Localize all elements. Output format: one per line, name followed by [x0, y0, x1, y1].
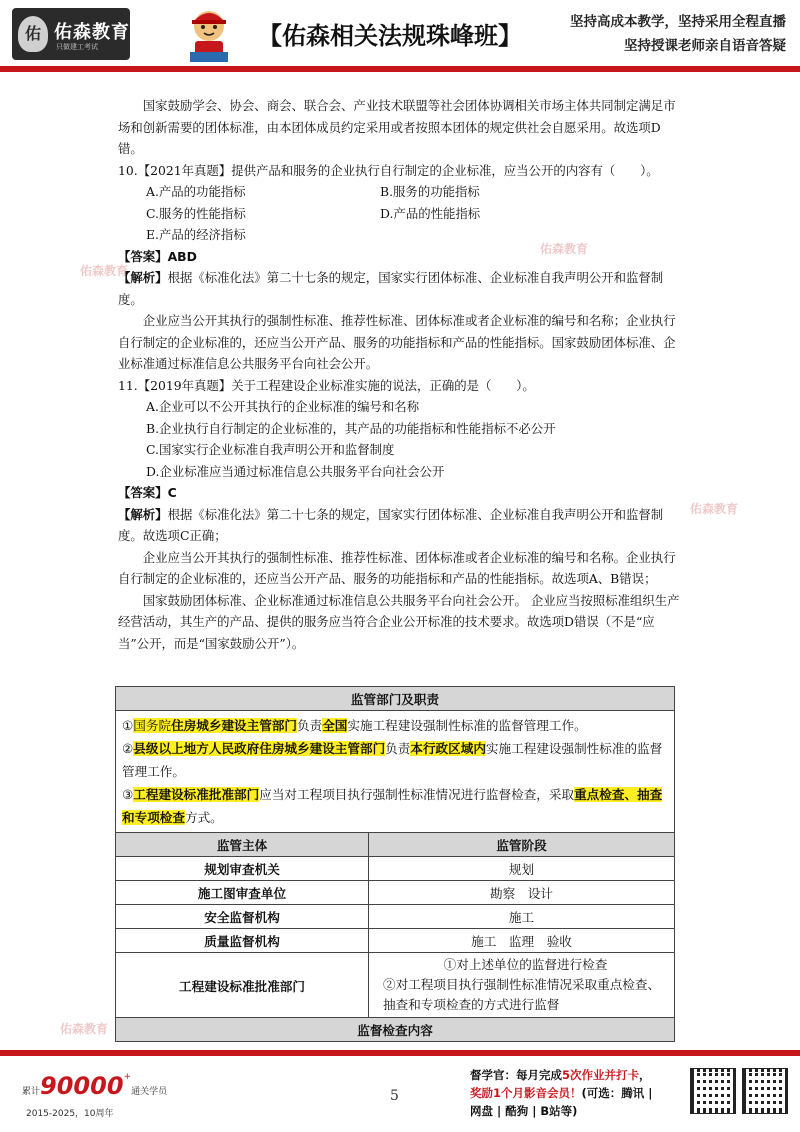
answer-label: 【答案】: [118, 248, 168, 264]
answer-line: [118, 246, 682, 268]
answer-line: [118, 482, 682, 504]
supervision-table: [115, 686, 675, 1042]
promo-text-part: (可选：腾讯 |: [581, 1086, 653, 1100]
promo-text-part: ，: [639, 1068, 651, 1082]
student-count: [22, 1072, 167, 1100]
table-row: [116, 881, 675, 905]
answer-label: 【答案】: [118, 485, 168, 500]
slogan-line-1: 坚持高成本教学，坚持采用全程直播: [570, 14, 786, 30]
logo-slogan: 只做建工考试: [56, 43, 98, 51]
slogan-line-2: 坚持授课老师亲自语音答疑: [624, 38, 786, 54]
highlight: 国务院: [133, 718, 172, 733]
header-slogan: [570, 10, 786, 58]
option-c: C.国家实行企业标准自我声明公开和监督制度: [146, 442, 395, 457]
analysis-text: 根据《标准化法》第二十七条的规定，国家实行团体标准、企业标准自我声明公开和监督制度。: [118, 270, 664, 307]
option-a: A.产品的功能指标: [146, 184, 246, 199]
logo-name: 佑森教育: [54, 22, 130, 43]
duty-list: [116, 711, 675, 833]
question-10-options-row: [118, 203, 682, 225]
qr-code-icon: [690, 1068, 736, 1114]
subject-cell: 安全监督机构: [116, 905, 369, 929]
analysis-label: 【解析】: [118, 506, 168, 522]
highlight: 重点检查、抽查和专项检查: [122, 787, 663, 825]
stage-cell: 施工 监理 验收: [369, 929, 675, 953]
stage-cell: 规划: [369, 857, 675, 881]
duty-text: 负责: [297, 718, 323, 733]
footer-divider: [0, 1050, 800, 1056]
duty-text: 实施工程建设强制性标准的监督管理工作。: [347, 718, 587, 733]
stage-line: ①对上述单位的监督进行检查: [443, 957, 608, 972]
paragraph: 企业应当公开其执行的强制性标准、推荐性标准、团体标准或者企业标准的编号和名称。企业执行自行制定的企业标准的，还应当公开产品、服务的功能指标和产品的性能指标。故选项A、B错误；: [118, 549, 676, 586]
years-text: 2015-2025，10周年: [26, 1109, 114, 1119]
paragraph: 企业应当公开其执行的强制性标准、推荐性标准、团体标准或者企业标准的编号和名称；企业执行自行制定的企业标准的，还应当公开产品、服务的功能指标和产品的性能指标。国家鼓励团体标准、企业标准通过标准信息公共服务平台向社会公开。: [118, 313, 676, 371]
logo: [12, 8, 130, 60]
table-section-title: 监管部门及职责: [116, 687, 675, 711]
promo-text-part: 督学官：: [470, 1068, 516, 1082]
table-section-title: 监督检查内容: [116, 1018, 675, 1042]
stage-cell: [369, 953, 675, 1018]
option-c: C.服务的性能指标: [146, 205, 246, 221]
duty-item-2: [122, 737, 668, 783]
table-row: [116, 905, 675, 929]
option-e: E.产品的经济指标: [146, 227, 246, 242]
duty-item-3: [122, 783, 668, 829]
answer-value: C: [167, 485, 177, 500]
page-footer: [0, 1058, 800, 1132]
promo-text-part: 5次作业并打卡: [562, 1068, 640, 1082]
page-header: [0, 0, 800, 68]
header-divider: [0, 66, 800, 72]
table-row: [116, 929, 675, 953]
watermark: 佑森教育: [690, 502, 739, 516]
duty-number: ②: [122, 741, 134, 756]
logo-mark: 佑: [18, 16, 48, 52]
stage-cell: 勘察 设计: [369, 881, 675, 905]
promo-text-part: 每月完成: [516, 1068, 562, 1082]
promo-line-1: [470, 1066, 682, 1084]
duty-number: ①: [122, 718, 134, 733]
highlight: 本行政区域内: [410, 741, 486, 756]
question-11-stem: 11.【2019年真题】关于工程建设企业标准实施的说法，正确的是（ ）。: [118, 377, 535, 393]
question-10-options-row: [118, 181, 682, 203]
paragraph: 国家鼓励学会、协会、商会、联合会、产业技术联盟等社会团体协调相关市场主体共同制定满足市场和创新需要的团体标准，由本团体成员约定采用或者按照本团体的规定供社会自愿采用。故选项D错。: [118, 98, 676, 156]
subject-cell: 施工图审查单位: [116, 881, 369, 905]
subject-cell: 质量监督机构: [116, 929, 369, 953]
count-suffix: 通关学员: [131, 1087, 168, 1097]
analysis-label: 【解析】: [118, 270, 168, 285]
page-number: 5: [390, 1088, 399, 1104]
promo-line-3: 网盘 | 酷狗 | B站等): [470, 1104, 578, 1118]
document-body: [118, 95, 682, 654]
highlight: 住房城乡建设主管部门: [171, 718, 298, 733]
highlight: 工程建设标准批准部门: [133, 787, 260, 802]
stage-line: ②对工程项目执行强制性标准情况采取重点检查、抽查和专项检查的方式进行监督: [383, 977, 661, 1012]
highlight: 县级以上地方人民政府住房城乡建设主管部门: [133, 741, 386, 756]
stage-cell: 施工: [369, 905, 675, 929]
option-b: B.企业执行自行制定的企业标准的，其产品的功能指标和性能指标不必公开: [146, 420, 556, 436]
promo-line-2: [470, 1084, 682, 1102]
duty-number: ③: [122, 787, 134, 802]
option-a: A.企业可以不公开其执行的企业标准的编号和名称: [146, 399, 420, 414]
count-number: 90000: [40, 1072, 124, 1100]
duty-text: 方式。: [184, 810, 223, 825]
duty-text: 应当对工程项目执行强制性标准情况进行监督检查，采取: [259, 787, 575, 802]
duty-text: 实施工程建设强制性标准的监督管理工作。: [122, 741, 663, 779]
analysis-text: 根据《标准化法》第二十七条的规定，国家实行团体标准、企业标准自我声明公开和监督制度。故选项C正确；: [118, 506, 664, 543]
option-d: D.企业标准应当通过标准信息公共服务平台向社会公开: [146, 463, 445, 479]
watermark: 佑森教育: [80, 264, 129, 278]
paragraph: 国家鼓励团体标准、企业标准通过标准信息公共服务平台向社会公开。 企业应当按照标准组织生产经营活动，其生产的产品、提供的服务应当符合企业公开标准的技术要求。故选项D错误（不是“应当”公开，而是“国家鼓励公开”）。: [118, 592, 680, 651]
option-b: B.服务的功能指标: [380, 184, 480, 199]
count-plus: +: [123, 1072, 132, 1082]
watermark: 佑森教育: [60, 1022, 109, 1036]
qr-code-icon: [742, 1068, 788, 1114]
question-10-stem: 10.【2021年真题】提供产品和服务的企业执行自行制定的企业标准，应当公开的内容有（ ）。: [118, 162, 659, 178]
mascot-icon: [182, 6, 236, 64]
column-header-stage: 监管阶段: [369, 833, 675, 857]
subject-cell: 工程建设标准批准部门: [116, 953, 369, 1018]
analysis-line: [118, 267, 682, 310]
table-row: [116, 857, 675, 881]
duty-text: 负责: [385, 741, 411, 756]
highlight: 全国: [322, 718, 348, 733]
analysis-line: [118, 504, 682, 547]
header-title: 【佑森相关法规珠峰班】: [258, 22, 522, 50]
promo-text-part: 奖励1个月影音会员！: [470, 1086, 582, 1100]
count-label: 累计: [22, 1087, 41, 1097]
table-row: [116, 953, 675, 1018]
duty-item-1: [122, 714, 668, 737]
subject-cell: 规划审查机关: [116, 857, 369, 881]
promo-text: [470, 1066, 682, 1120]
watermark: 佑森教育: [540, 242, 589, 256]
option-d: D.产品的性能指标: [380, 205, 481, 221]
answer-value: ABD: [167, 248, 197, 264]
column-header-subject: 监管主体: [116, 833, 369, 857]
